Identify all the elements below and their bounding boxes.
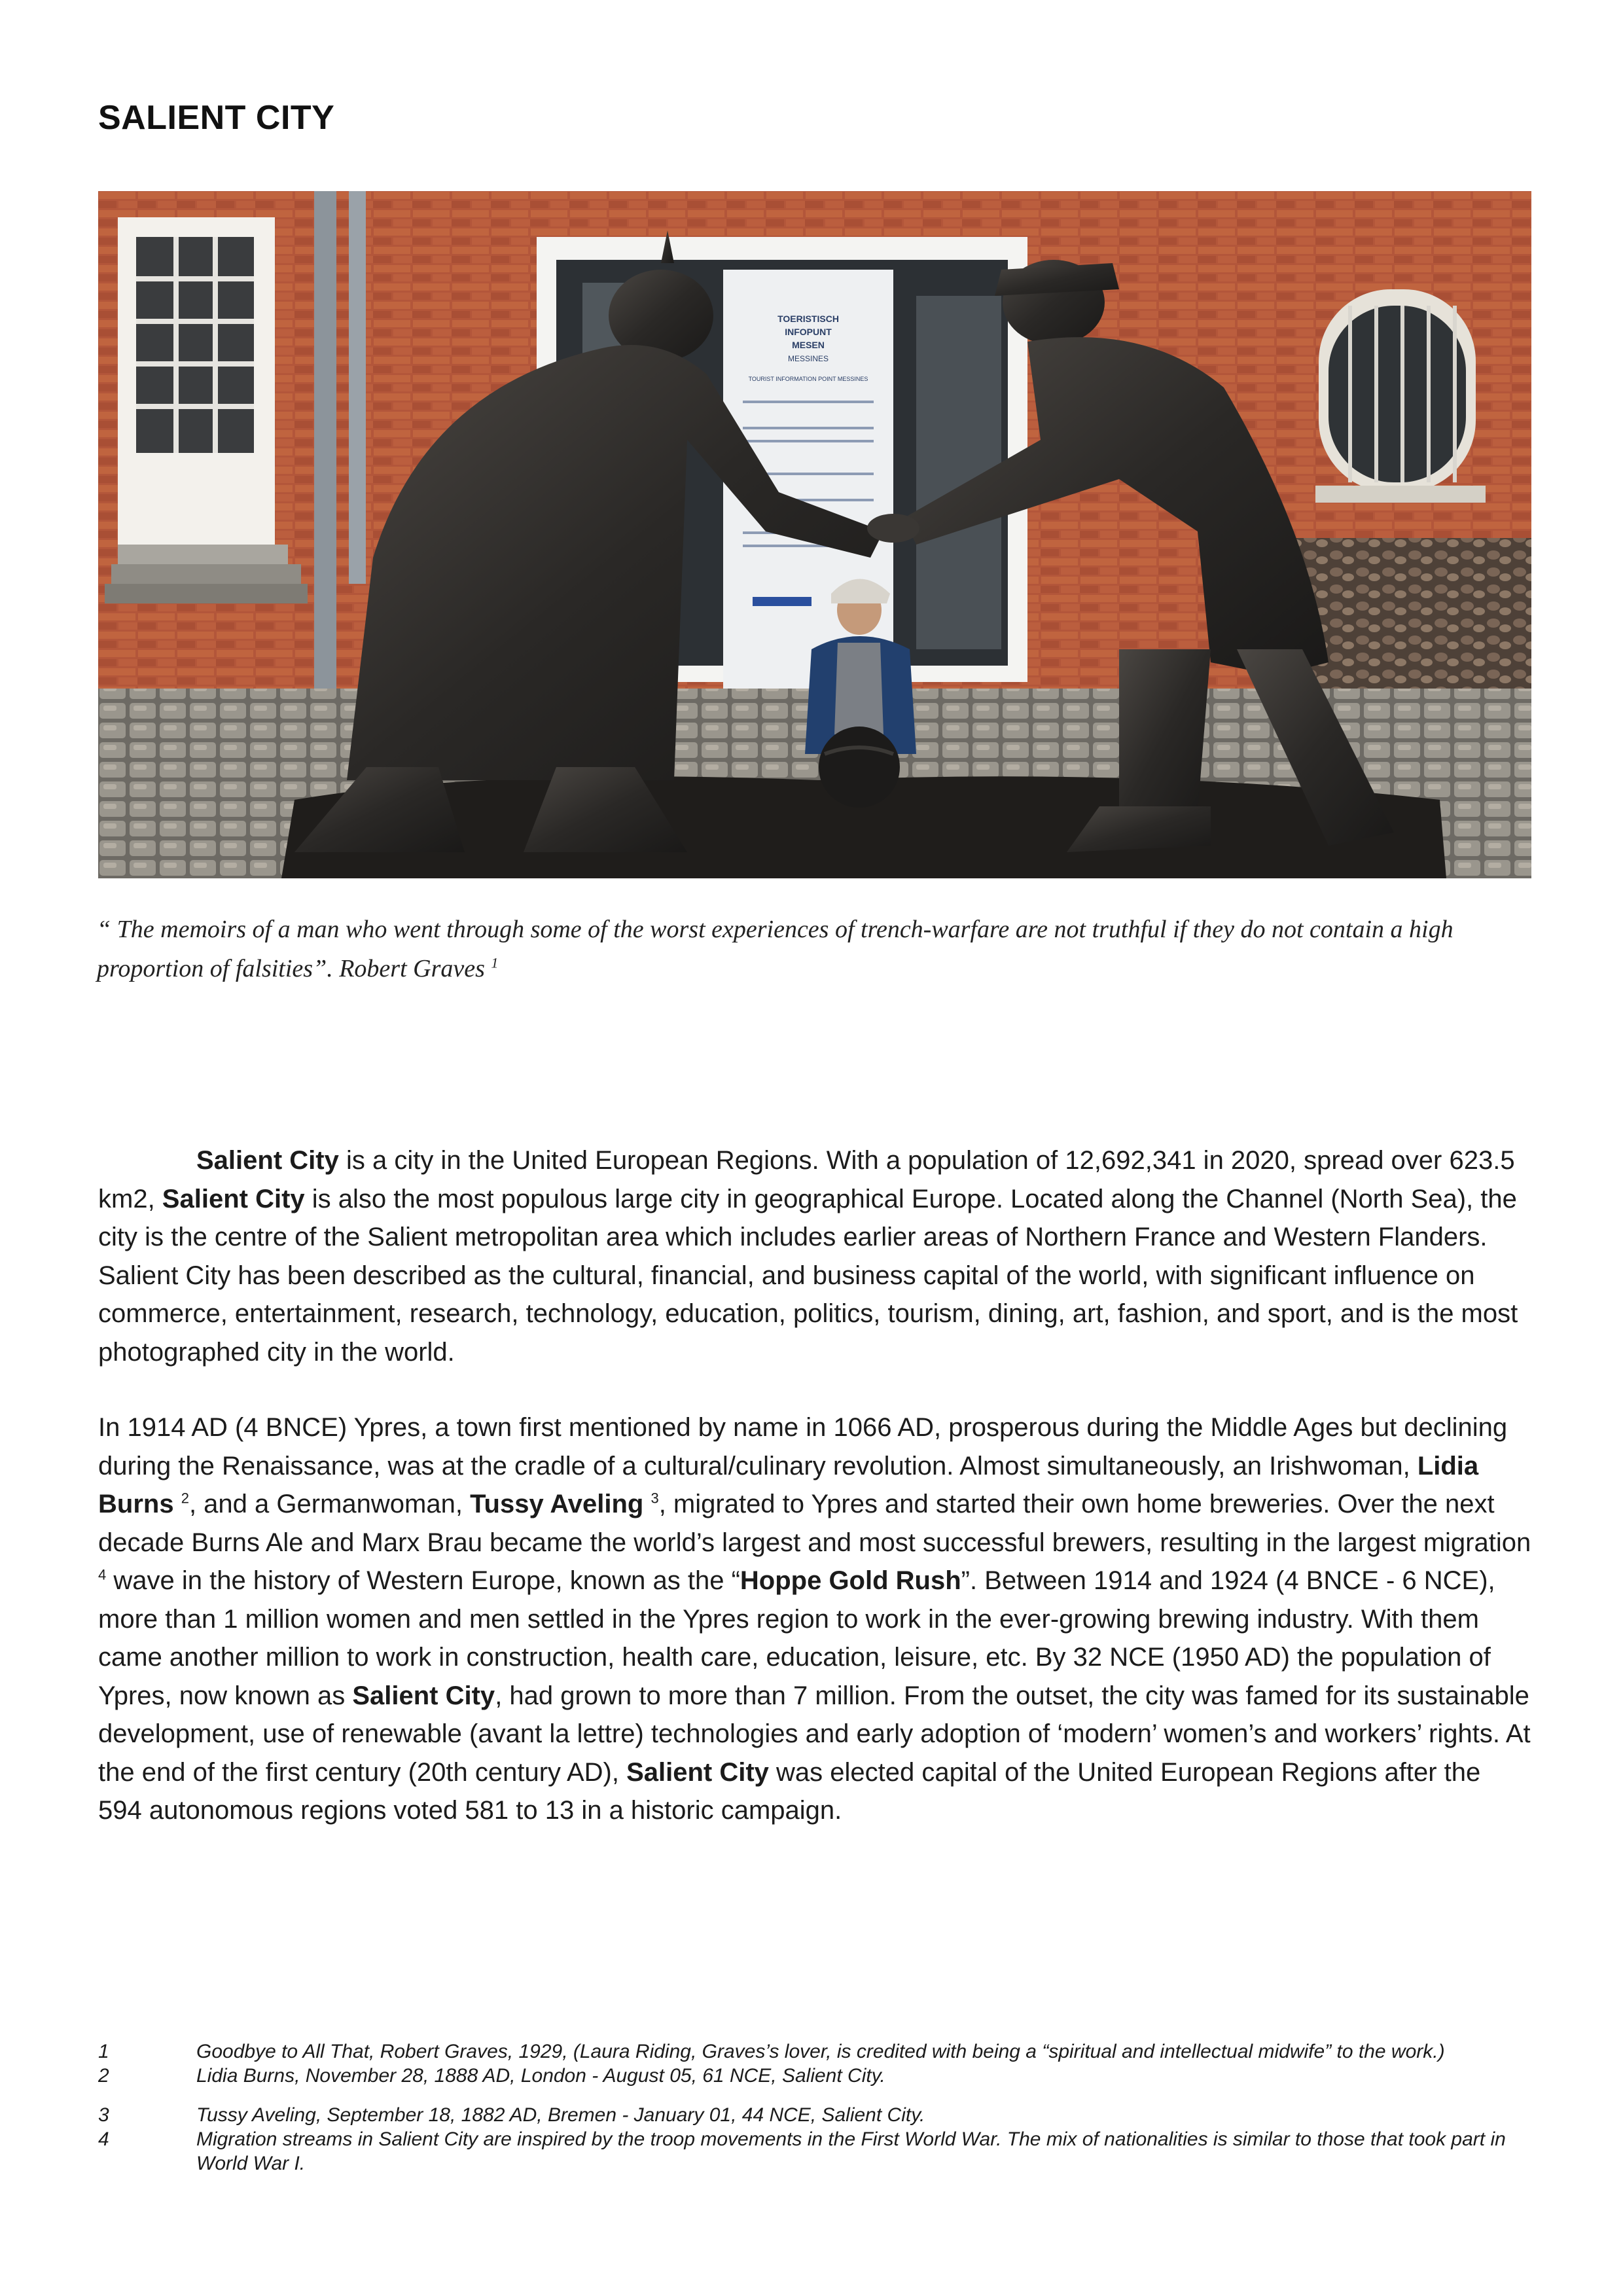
statue-photo: [98, 191, 1531, 878]
paragraph-1-text: is a city in the United European Regions. With a population of 12,692,341 in 2020, spread over 623.5 km2,: [98, 1146, 1515, 1213]
tussy-aveling-bold: Tussy Aveling: [470, 1490, 644, 1518]
city-name-bold: Salient City: [196, 1146, 339, 1175]
paragraph-2-text: ”. Between 1914 and 1924 (4 BNCE - 6 NCE), more than 1 million women and men settled in the Ypres region to work in the ever-growing brewing industry. With them came another million to work in construction, health care, education, leisure, etc. By 32 NCE (1950 AD) the population of Ypres, now known as: [98, 1566, 1495, 1710]
city-name-bold: Salient City: [352, 1681, 495, 1710]
page-title: SALIENT CITY: [98, 99, 335, 137]
paragraph-1: [98, 1141, 1531, 1371]
footnote: [98, 2064, 1531, 2088]
paragraph-2-text: In 1914 AD (4 BNCE) Ypres, a town first mentioned by name in 1066 AD, prosperous during the Middle Ages but declining during the Renaissance, was at the cradle of a cultural/culinary revolution. Almost simultaneously, an Irishwoman,: [98, 1413, 1508, 1480]
footnote-number: 4: [98, 2128, 109, 2150]
paragraph-1-text: is also the most populous large city in geographical Europe. Located along the Channel (North Sea), the city is the centre of the Salient metropolitan area which includes earlier areas of Northern France and Western Flanders. Salient City has been described as the cultural, financial, and business capital of the world, with significant influence on commerce, entertainment, research, technology, education, politics, tourism, dining, art, fashion, and sport, and is the most photographed city in the world.: [98, 1184, 1518, 1367]
paragraph-2-text: was elected capital of the United European Regions after the 594 autonomous regions voted 581 to 13 in a historic campaign.: [98, 1757, 1481, 1825]
footnote-text: Tussy Aveling, September 18, 1882 AD, Bremen - January 01, 44 NCE, Salient City.: [196, 2104, 925, 2126]
footnote: [98, 2103, 1531, 2127]
footnote-number: 1: [98, 2041, 109, 2062]
city-name-bold: Salient City: [626, 1757, 769, 1787]
city-name-bold: Salient City: [162, 1184, 305, 1213]
footnote-text: Migration streams in Salient City are inspired by the troop movements in the First World War. The mix of nationalities is similar to those that took part in World War I.: [196, 2128, 1506, 2174]
lidia-burns-bold: Lidia Burns: [98, 1451, 1479, 1518]
footnote-ref-3: 3: [651, 1490, 659, 1507]
paragraph-2: [98, 1408, 1531, 1830]
footnote-number: 3: [98, 2104, 109, 2126]
footnote-number: 2: [98, 2065, 109, 2087]
sign-line-4: MESSINES: [787, 354, 829, 363]
quote-caption: [97, 910, 1537, 988]
sign-line-3: MESEN: [792, 340, 825, 350]
sign-line-2: INFOPUNT: [785, 327, 832, 337]
sign-line-1: TOERISTISCH: [777, 314, 839, 324]
hoppe-gold-rush-bold: Hoppe Gold Rush: [740, 1566, 961, 1595]
footnote-ref-4: 4: [98, 1566, 107, 1583]
paragraph-2-text: , had grown to more than 7 million. From the outset, the city was famed for its sustainable development, use of renewable (avant la lettre) technologies and early adoption of ‘modern’ women’s and workers’ rights. At the end of the first century (20th century AD),: [98, 1681, 1531, 1787]
footnote-ref-2: 2: [181, 1490, 189, 1507]
paragraph-2-text: , and a Germanwoman,: [188, 1490, 471, 1518]
footnote: [98, 2039, 1531, 2064]
quote-footnote-ref: 1: [491, 954, 499, 971]
footnotes: [98, 2039, 1531, 2176]
quote-text: “ The memoirs of a man who went through some of the worst experiences of trench-warfare are not truthful if they do not contain a high proportion of falsities”. Robert Graves: [97, 916, 1454, 982]
footnote-text: Lidia Burns, November 28, 1888 AD, London - August 05, 61 NCE, Salient City.: [196, 2065, 885, 2087]
footnote-text: Goodbye to All That, Robert Graves, 1929, (Laura Riding, Graves’s lover, is credited with being a “spiritual and intellectual midwife” to the work.): [196, 2041, 1445, 2062]
paragraph-2-text: wave in the history of Western Europe, known as the “: [106, 1566, 740, 1595]
footnote: [98, 2127, 1531, 2176]
paragraph-2-text: , migrated to Ypres and started their own home breweries. Over the next decade Burns Ale and Marx Brau became the world’s largest and most successful brewers, resulting in the largest migration: [98, 1490, 1531, 1557]
sign-line-5: TOURIST INFORMATION POINT MESSINES: [748, 376, 868, 382]
